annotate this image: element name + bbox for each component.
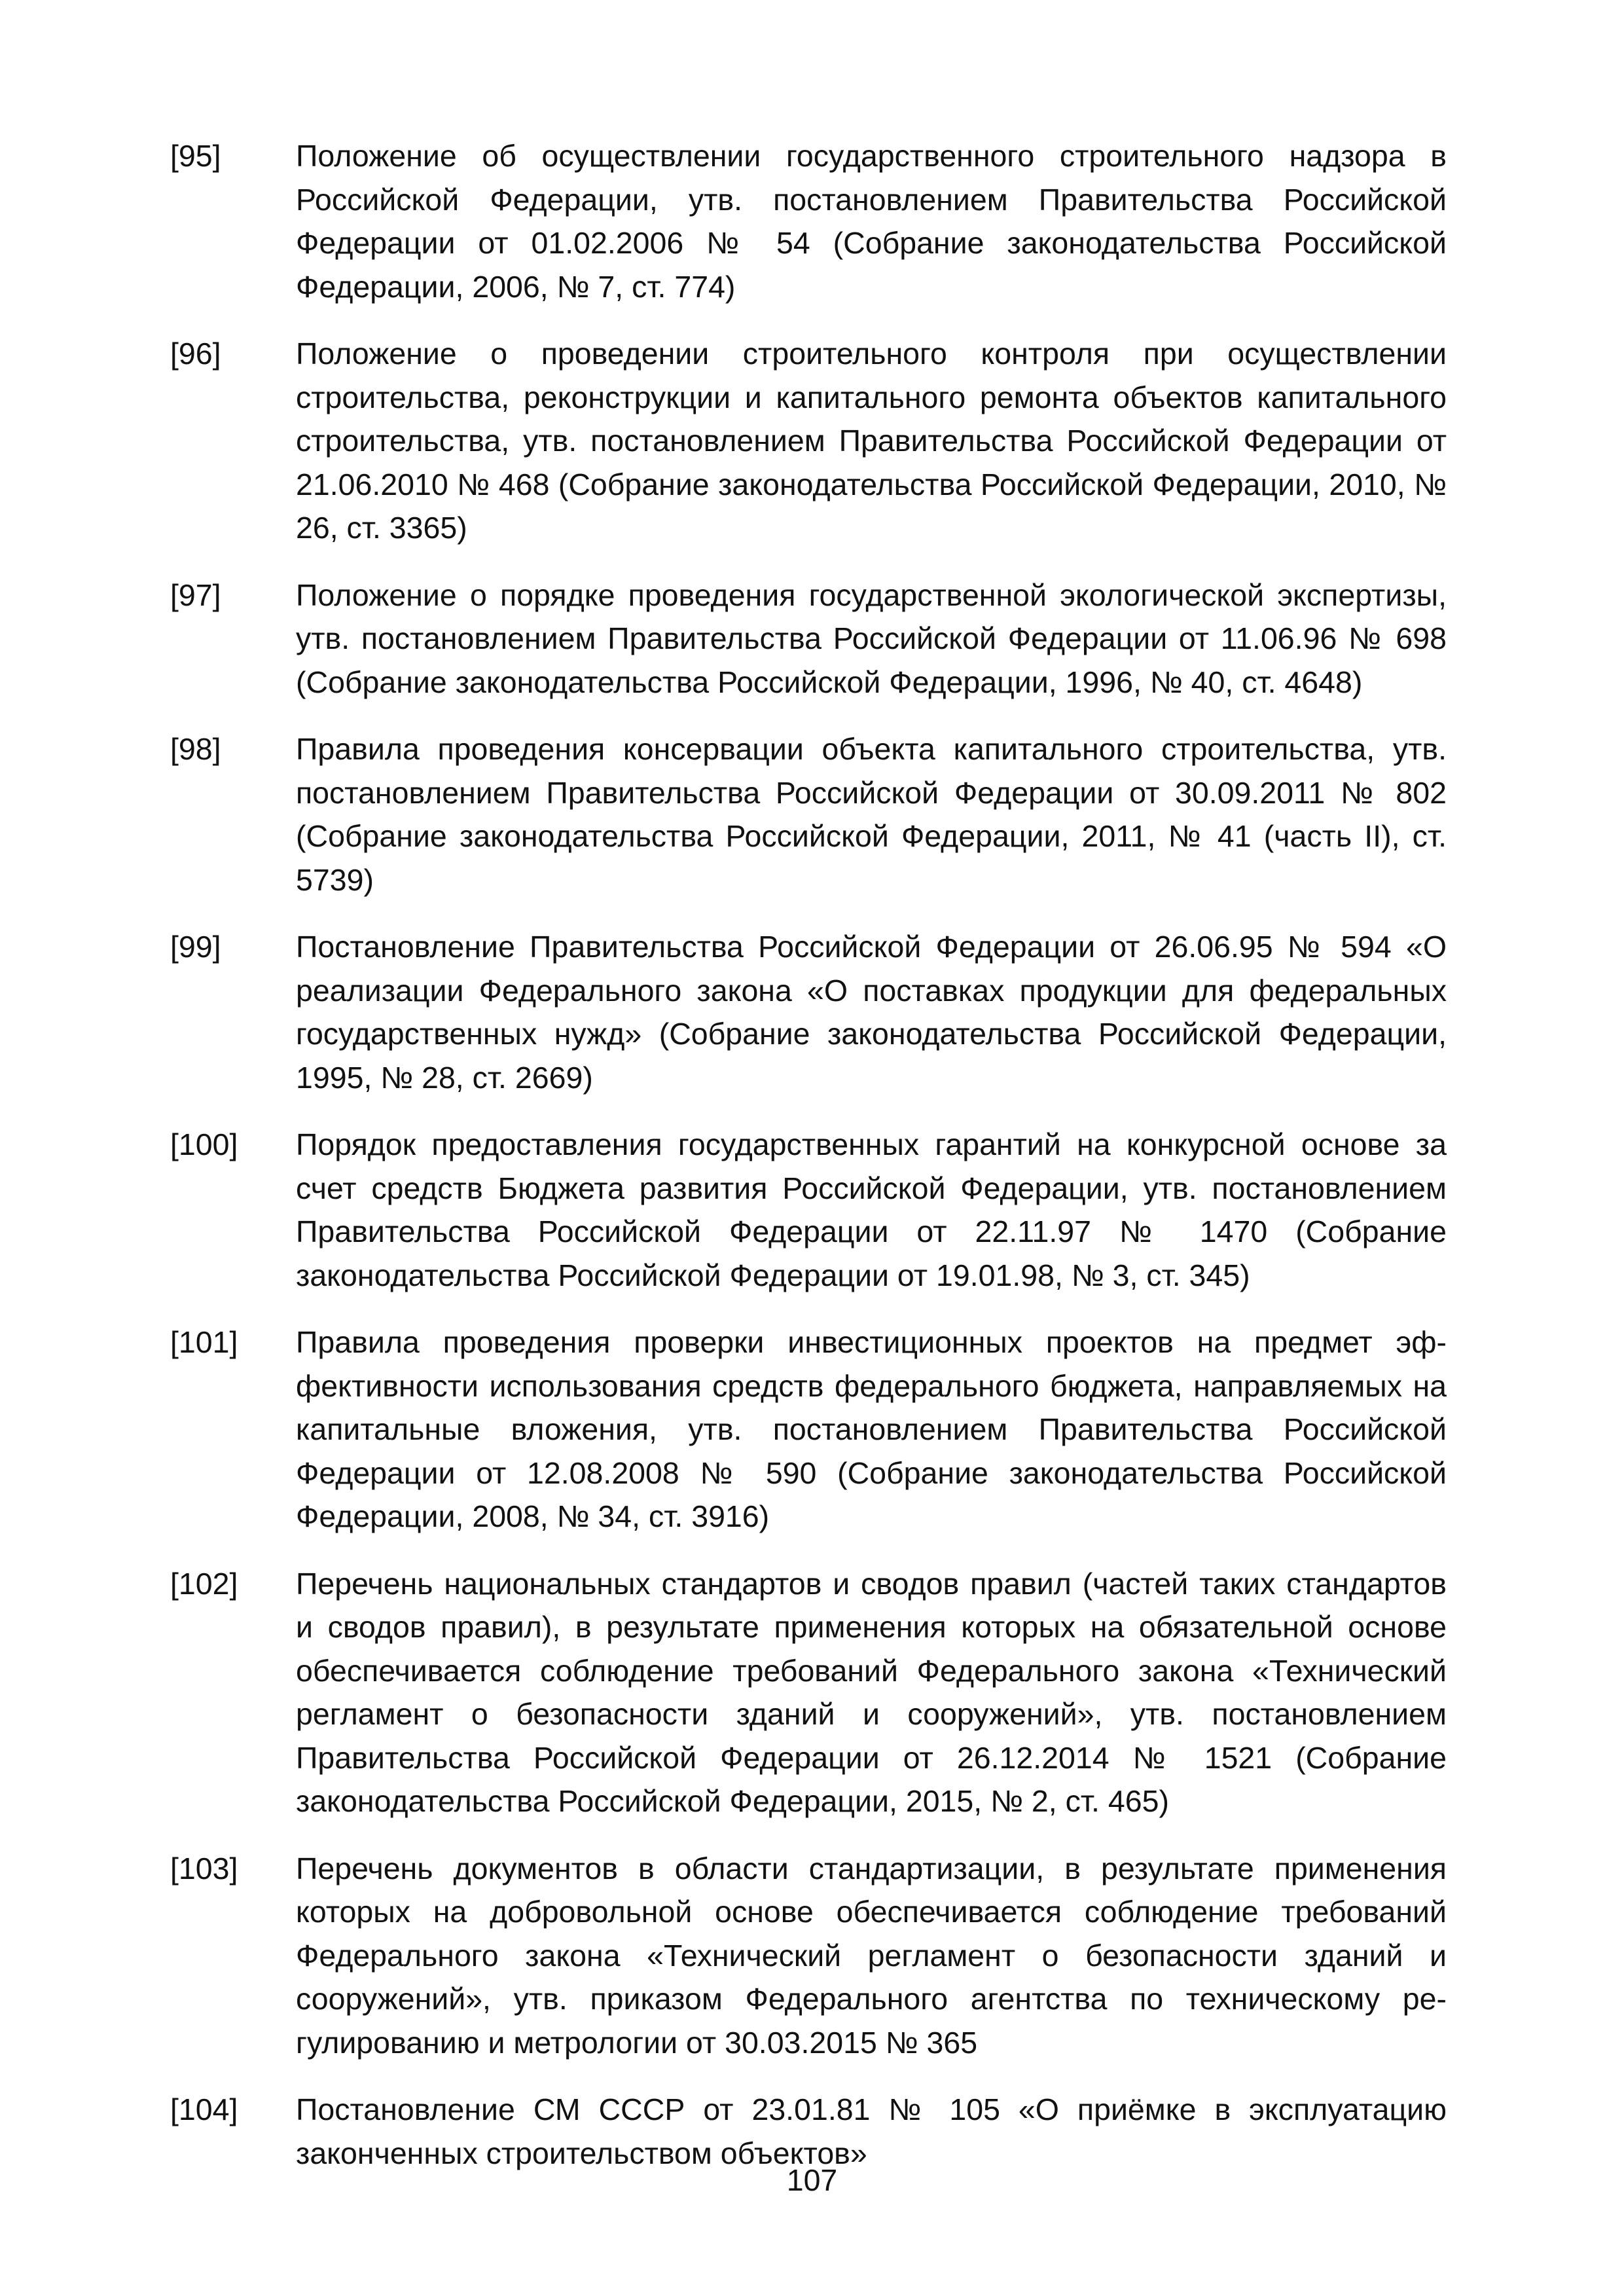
reference-text: Порядок предоставления государственных гарантий на конкурсной основе за счет средств Бюджета развития Российской Федерации, утв. постановлением Правительства Российской Федерации от 22.11.97 № 1470 (Собрание законодательства Российской Федерации от 19.01.98, № 3, ст. 345) — [296, 1127, 1447, 1292]
reference-number: [98] — [170, 732, 221, 766]
reference-item — [170, 925, 1447, 1099]
reference-number: [104] — [170, 2092, 238, 2126]
reference-list — [170, 134, 1447, 2198]
reference-number: [100] — [170, 1127, 238, 1161]
page-number: 107 — [786, 2163, 838, 2197]
reference-number: [101] — [170, 1325, 238, 1359]
reference-item — [170, 1562, 1447, 1823]
reference-number: [99] — [170, 930, 221, 964]
reference-text: Постановление Правительства Российской Федерации от 26.06.95 № 594 «О реализации Федерального закона «О поставках продукции для федеральных государственных нужд» (Собрание законодательства Российской Федерации, 1995, № 28, ст. 2669) — [296, 930, 1447, 1095]
reference-text: Правила проведения проверки инвестиционных проектов на предмет эффективности использования средств федерального бюджета, направляемых на капитальные вложения, утв. постановлением Правительства Российской Федерации от 12.08.2008 № 590 (Собрание законодательства Российской Федерации, 2008, № 34, ст. 3916) — [296, 1325, 1447, 1533]
reference-item — [170, 1847, 1447, 2065]
reference-number: [97] — [170, 577, 221, 612]
reference-text: Правила проведения консервации объекта капитального строительства, утв. постановлением Правительства Российской Федерации от 30.09.2011 № 802 (Собрание законодательства Российской Федерации, 2011, № 41 (часть II), ст. 5739) — [296, 732, 1447, 897]
reference-item — [170, 332, 1447, 550]
reference-number: [103] — [170, 1851, 238, 1886]
reference-number: [102] — [170, 1566, 238, 1601]
reference-item — [170, 134, 1447, 308]
reference-text: Положение о порядке проведения государственной экологической экспертизы, утв. постановлением Правительства Российской Федерации от 11.06.96 № 698 (Собрание законодательства Российской Федерации, 1996, № 40, ст. 4648) — [296, 577, 1447, 699]
reference-text: Перечень национальных стандартов и сводов правил (частей таких стандартов и сводов правил), в результате применения которых на обязательной основе обеспечивается соблюдение требований Федерального закона «Технический регламент о безопасности зданий и сооружений», утв. постановлением Правительства Российской Федерации от 26.12.2014 № 1521 (Собрание законодательства Российской Федерации, 2015, № 2, ст. 465) — [296, 1566, 1447, 1818]
reference-text: Перечень документов в области стандартизации, в результате применения которых на добровольной основе обеспечивается соблюдение требований Федерального закона «Технический регламент о безопасности зданий и сооружений», утв. приказом Федерального агентства по техническому регулированию и метрологии от 30.03.2015 № 365 — [296, 1851, 1447, 2060]
reference-item — [170, 574, 1447, 704]
reference-text: Положение о проведении строительного контроля при осуществлении строительства, реконструкции и капитального ремонта объектов капитального строительства, утв. постановлением Правительства Российской Федерации от 21.06.2010 № 468 (Собрание законодательства Российской Федерации, 2010, № 26, ст. 3365) — [296, 337, 1447, 545]
reference-number: [95] — [170, 139, 221, 173]
reference-text: Положение об осуществлении государственного строительного надзора в Российской Федерации, утв. постановлением Правительства Российской Федерации от 01.02.2006 № 54 (Собрание законодательства Российской Федерации, 2006, № 7, ст. 774) — [296, 139, 1447, 304]
reference-item — [170, 1321, 1447, 1539]
reference-text: Постановление СМ СССР от 23.01.81 № 105 «О приёмке в эксплуатацию законченных строительством объектов» — [296, 2092, 1447, 2170]
reference-item — [170, 1123, 1447, 1297]
reference-item — [170, 727, 1447, 902]
reference-number: [96] — [170, 337, 221, 371]
